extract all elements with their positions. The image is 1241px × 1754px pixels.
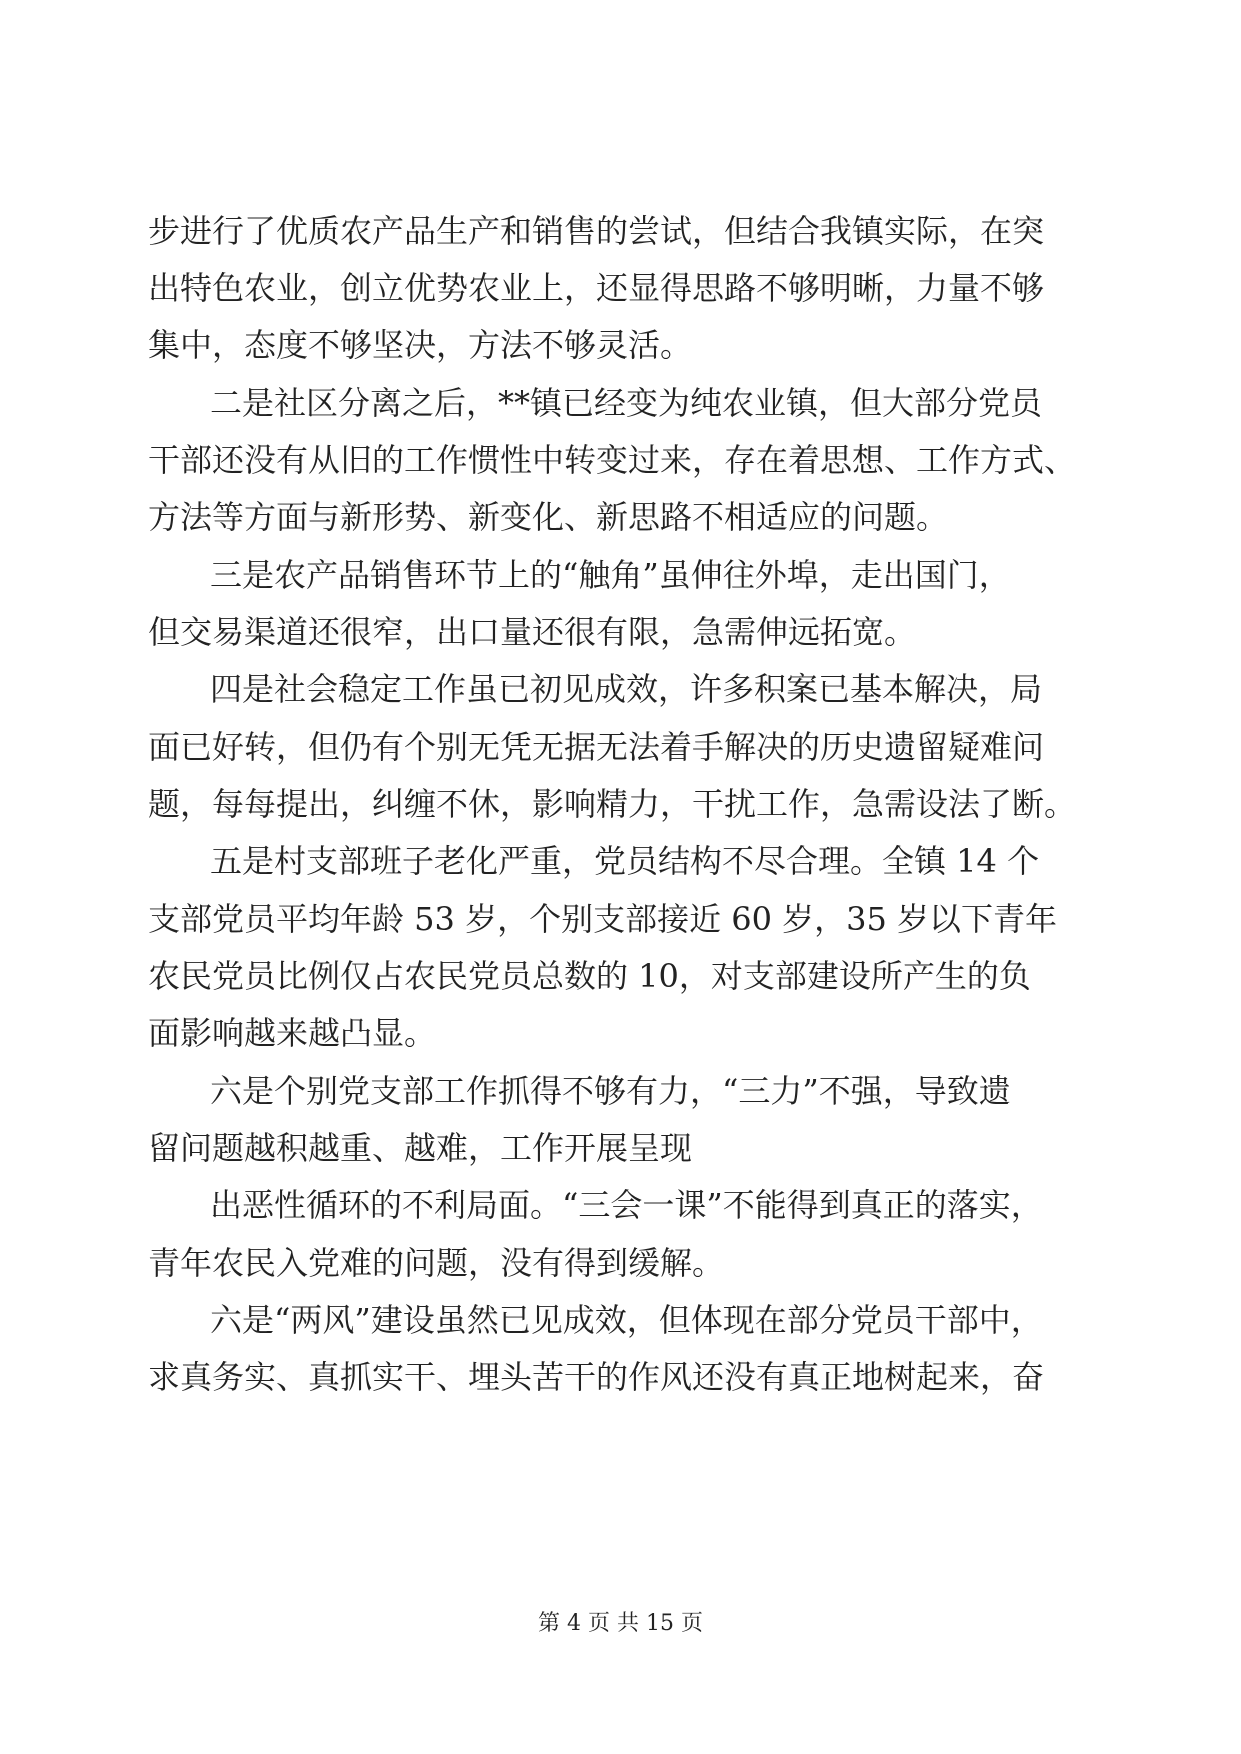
text-line: 三是农产品销售环节上的“触角”虽伸往外埠，走出国门， (210, 556, 1011, 594)
page-number-footer: 第 4 页 共 15 页 (538, 1611, 703, 1636)
text-line: 方法等方面与新形势、新变化、新思路不相适应的问题。 (148, 498, 949, 536)
text-line: 五是村支部班子老化严重，党员结构不尽合理。全镇 14 个 (210, 842, 1040, 880)
text-line: 农民党员比例仅占农民党员总数的 10，对支部建设所产生的负 (148, 957, 1031, 995)
text-line: 求真务实、真抓实干、埋头苦干的作风还没有真正地树起来，奋 (148, 1358, 1045, 1396)
text-line: 面影响越来越凸显。 (148, 1014, 437, 1052)
text-line: 青年农民入党难的问题，没有得到缓解。 (148, 1244, 725, 1282)
text-line: 支部党员平均年龄 53 岁，个别支部接近 60 岁，35 岁以下青年 (148, 900, 1058, 938)
text-line: 出特色农业，创立优势农业上，还显得思路不够明晰，力量不够 (148, 269, 1045, 307)
text-line: 面已好转，但仍有个别无凭无据无法着手解决的历史遗留疑难问 (148, 728, 1045, 766)
text-line: 二是社区分离之后，**镇已经变为纯农业镇，但大部分党员 (210, 384, 1043, 422)
text-line: 出恶性循环的不利局面。“三会一课”不能得到真正的落实， (210, 1186, 1043, 1224)
text-line: 四是社会稳定工作虽已初见成效，许多积案已基本解决，局 (210, 670, 1043, 708)
text-line: 步进行了优质农产品生产和销售的尝试，但结合我镇实际，在突 (148, 212, 1045, 250)
text-line: 留问题越积越重、越难，工作开展呈现 (148, 1129, 693, 1167)
text-line: 题，每每提出，纠缠不休，影响精力，干扰工作，急需设法了断。 (148, 785, 1077, 823)
text-line: 干部还没有从旧的工作惯性中转变过来，存在着思想、工作方式、 (148, 441, 1077, 479)
text-line: 但交易渠道还很窄，出口量还很有限，急需伸远拓宽。 (148, 613, 917, 651)
text-line: 集中，态度不够坚决，方法不够灵活。 (148, 326, 693, 364)
text-line: 六是个别党支部工作抓得不够有力，“三力”不强，导致遗 (210, 1072, 1011, 1110)
text-line: 六是“两风”建设虽然已见成效，但体现在部分党员干部中， (210, 1301, 1043, 1339)
